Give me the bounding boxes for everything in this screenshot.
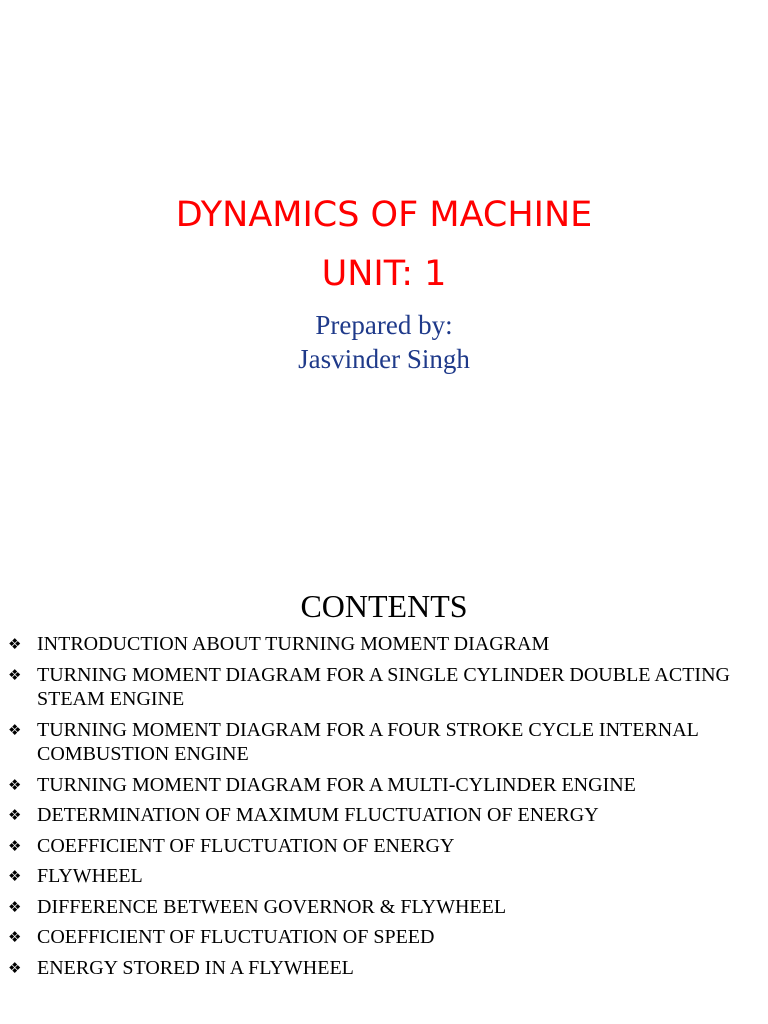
- diamond-bullet-icon: ❖: [8, 958, 22, 977]
- contents-list: [8, 632, 760, 986]
- diamond-bullet-icon: ❖: [8, 665, 22, 684]
- contents-item: [8, 895, 760, 920]
- contents-item: [8, 718, 760, 767]
- contents-item-text: COEFFICIENT OF FLUCTUATION OF ENERGY: [37, 834, 455, 857]
- diamond-bullet-icon: ❖: [8, 867, 22, 885]
- contents-item: [8, 956, 760, 981]
- contents-item: [8, 663, 760, 712]
- contents-item-text: ENERGY STORED IN A FLYWHEEL: [37, 956, 354, 979]
- contents-item-text: COEFFICIENT OF FLUCTUATION OF SPEED: [37, 926, 435, 948]
- contents-item: [8, 834, 760, 859]
- contents-item: [8, 925, 760, 950]
- contents-item-text: INTRODUCTION ABOUT TURNING MOMENT DIAGRAM: [37, 633, 550, 655]
- contents-item: [8, 773, 760, 798]
- contents-item-text: DETERMINATION OF MAXIMUM FLUCTUATION OF ENERGY: [37, 804, 599, 826]
- slide-subtitle-unit: UNIT: 1: [321, 254, 447, 294]
- prepared-by-label: Prepared by:: [315, 310, 453, 340]
- diamond-bullet-icon: ❖: [8, 806, 22, 824]
- contents-item: [8, 864, 760, 889]
- author-name: Jasvinder Singh: [298, 344, 470, 374]
- contents-item-text: TURNING MOMENT DIAGRAM FOR A MULTI-CYLINDER ENGINE: [37, 773, 636, 796]
- diamond-bullet-icon: ❖: [8, 928, 22, 946]
- diamond-bullet-icon: ❖: [8, 635, 22, 653]
- contents-item-text: DIFFERENCE BETWEEN GOVERNOR & FLYWHEEL: [37, 895, 507, 918]
- contents-item-text: FLYWHEEL: [37, 865, 143, 887]
- slide-title: DYNAMICS OF MACHINE: [175, 195, 593, 235]
- contents-item-text: TURNING MOMENT DIAGRAM FOR A FOUR STROKE CYCLE INTERNAL COMBUSTION ENGINE: [37, 718, 699, 765]
- diamond-bullet-icon: ❖: [8, 720, 22, 739]
- diamond-bullet-icon: ❖: [8, 897, 22, 916]
- diamond-bullet-icon: ❖: [8, 836, 22, 855]
- contents-item: [8, 803, 760, 828]
- contents-heading: CONTENTS: [300, 588, 468, 624]
- diamond-bullet-icon: ❖: [8, 775, 22, 794]
- contents-item: [8, 632, 760, 657]
- contents-item-text: TURNING MOMENT DIAGRAM FOR A SINGLE CYLINDER DOUBLE ACTING STEAM ENGINE: [37, 663, 730, 710]
